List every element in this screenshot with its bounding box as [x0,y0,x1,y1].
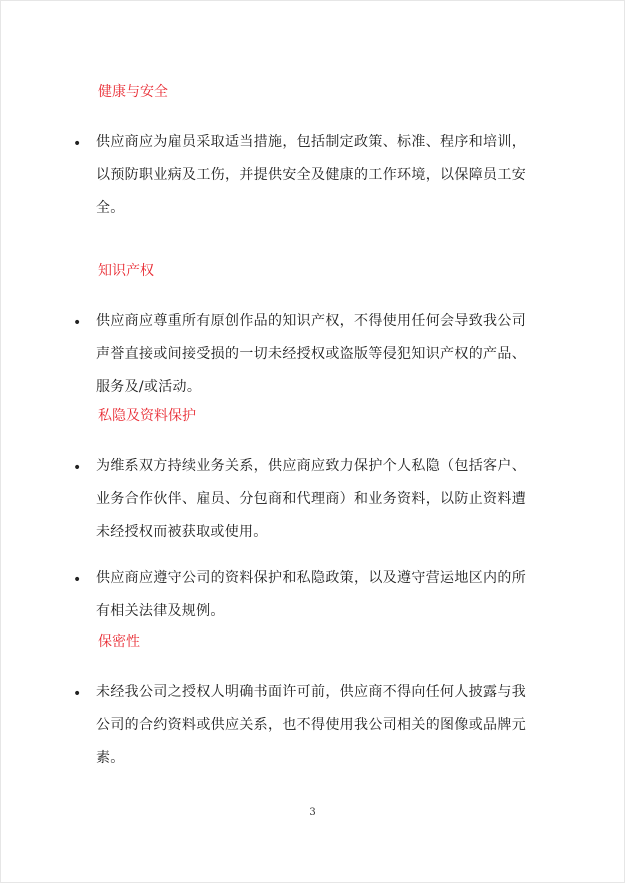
bullet-icon: • [73,315,82,331]
bullet-icon: • [73,572,82,588]
bullet-text: 未经我公司之授权人明确书面许可前，供应商不得向任何人披露与我公司的合约资料或供应关系，也不得使用我公司相关的图像或品牌元素。 [96,684,526,766]
page-number: 3 [309,807,316,818]
section-heading-privacy-data-protection: 私隐及资料保护 [98,408,196,424]
section-heading-health-safety: 健康与安全 [98,84,168,100]
bullet-text: 供应商应为雇员采取适当措施，包括制定政策、标准、程序和培训，以预防职业病及工伤，并提供安全及健康的工作环境，以保障员工安全。 [96,134,526,216]
section-heading-intellectual-property: 知识产权 [98,263,154,279]
bullet-text: 供应商应遵守公司的资料保护和私隐政策，以及遵守营运地区内的所有相关法律及规例。 [96,570,526,619]
bullet-text: 为维系双方持续业务关系，供应商应致力保护个人私隐（包括客户、业务合作伙伴、雇员、分包商和代理商）和业务资料，以防止资料遭未经授权而被获取或使用。 [96,458,526,540]
section-heading-confidentiality: 保密性 [98,634,140,650]
bullet-text: 供应商应尊重所有原创作品的知识产权，不得使用任何会导致我公司声誉直接或间接受损的一切未经授权或盗版等侵犯知识产权的产品、服务及/或活动。 [96,313,526,395]
bullet-icon: • [73,460,82,476]
bullet-icon: • [73,686,82,702]
bullet-icon: • [73,136,82,152]
